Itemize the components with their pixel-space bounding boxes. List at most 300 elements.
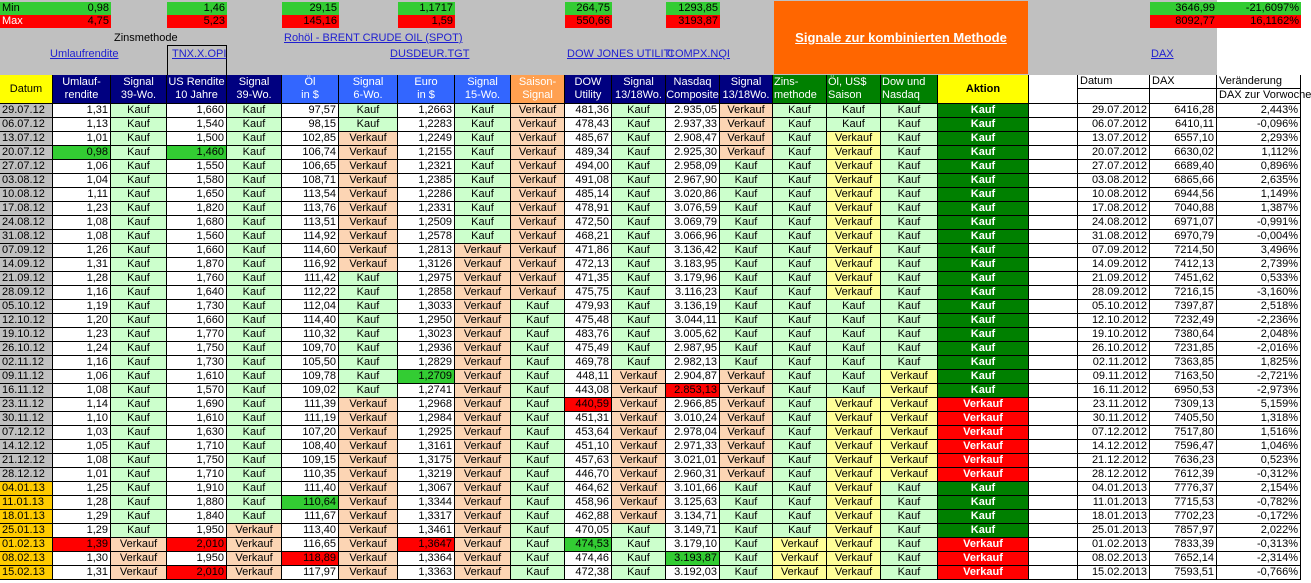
- method-signal-cell: Kauf: [773, 104, 827, 118]
- signal-cell: Verkauf: [511, 104, 565, 118]
- signal-cell: Verkauf: [511, 286, 565, 300]
- value-cell: 481,36: [565, 104, 612, 118]
- dax-change-cell: -2,314%: [1217, 552, 1301, 566]
- signal-cell: Kauf: [612, 174, 666, 188]
- row-date: 26.10.12: [0, 342, 53, 356]
- method-signal-cell: Kauf: [827, 314, 881, 328]
- dax-change-cell: 2,022%: [1217, 524, 1301, 538]
- aktion-cell: Kauf: [938, 244, 1029, 258]
- value-cell: 478,43: [565, 118, 612, 132]
- signal-cell: Kauf: [612, 524, 666, 538]
- value-cell: 1,560: [167, 230, 227, 244]
- signal-cell: Kauf: [227, 496, 282, 510]
- signal-cell: Kauf: [612, 146, 666, 160]
- blank-cell: [1029, 216, 1078, 230]
- signal-cell: Kauf: [339, 314, 398, 328]
- signal-cell: Verkauf: [455, 496, 511, 510]
- value-cell: 1,3364: [398, 552, 455, 566]
- method-signal-cell: Kauf: [773, 132, 827, 146]
- signal-cell: Kauf: [720, 272, 773, 286]
- signal-cell: Kauf: [612, 244, 666, 258]
- value-cell: 1,13: [53, 118, 111, 132]
- row-date: 17.08.12: [0, 202, 53, 216]
- signal-cell: Kauf: [511, 552, 565, 566]
- signal-cell: Verkauf: [339, 524, 398, 538]
- signal-cell: Verkauf: [511, 216, 565, 230]
- method-signal-cell: Verkauf: [827, 426, 881, 440]
- signal-cell: Kauf: [612, 566, 666, 580]
- signal-cell: Kauf: [111, 146, 167, 160]
- method-signal-cell: Kauf: [827, 300, 881, 314]
- value-cell: 3.101,66: [666, 482, 720, 496]
- method-signal-cell: Kauf: [773, 356, 827, 370]
- blank-cell: [1029, 272, 1078, 286]
- dax-change-cell: 1,825%: [1217, 356, 1301, 370]
- header-right-dax: DAX: [1150, 75, 1217, 89]
- dax-value-cell: 7451,62: [1150, 272, 1217, 286]
- signal-cell: Verkauf: [455, 552, 511, 566]
- value-cell: 1,2813: [398, 244, 455, 258]
- dax-date-cell: 21.09.2012: [1078, 272, 1150, 286]
- signal-cell: Kauf: [612, 104, 666, 118]
- method-signal-cell: Kauf: [773, 286, 827, 300]
- value-cell: 453,64: [565, 426, 612, 440]
- signal-cell: Kauf: [111, 426, 167, 440]
- dax-value-cell: 7636,23: [1150, 454, 1217, 468]
- value-cell: 1,2968: [398, 398, 455, 412]
- signal-cell: Kauf: [339, 104, 398, 118]
- value-cell: 1,950: [167, 524, 227, 538]
- blank-cell: [1029, 440, 1078, 454]
- header-right-veraenderung: Veränderung: [1217, 75, 1301, 89]
- dax-date-cell: 13.07.2012: [1078, 132, 1150, 146]
- dax-value-cell: 7612,39: [1150, 468, 1217, 482]
- blank-cell: [1029, 160, 1078, 174]
- value-cell: 109,78: [282, 370, 339, 384]
- value-cell: 2.935,05: [666, 104, 720, 118]
- dax-value-cell: 6410,11: [1150, 118, 1217, 132]
- aktion-cell: Kauf: [938, 342, 1029, 356]
- method-signal-cell: Kauf: [827, 384, 881, 398]
- signal-cell: Verkauf: [511, 272, 565, 286]
- value-cell: 470,05: [565, 524, 612, 538]
- dax-value-cell: 7405,50: [1150, 412, 1217, 426]
- signal-cell: Kauf: [227, 398, 282, 412]
- signal-cell: Kauf: [720, 328, 773, 342]
- value-cell: 1,750: [167, 454, 227, 468]
- aktion-cell: Verkauf: [938, 398, 1029, 412]
- signal-cell: Verkauf: [339, 426, 398, 440]
- value-cell: 1,39: [53, 538, 111, 552]
- dax-change-cell: 0,523%: [1217, 454, 1301, 468]
- dax-date-cell: 01.02.2013: [1078, 538, 1150, 552]
- signal-cell: Verkauf: [511, 174, 565, 188]
- row-date: 24.08.12: [0, 216, 53, 230]
- value-cell: 3.005,62: [666, 328, 720, 342]
- value-cell: 489,34: [565, 146, 612, 160]
- dax-value-cell: 7380,64: [1150, 328, 1217, 342]
- dax-value-cell: 7715,53: [1150, 496, 1217, 510]
- value-cell: 2.958,09: [666, 160, 720, 174]
- signal-cell: Verkauf: [720, 398, 773, 412]
- value-cell: 1,28: [53, 496, 111, 510]
- value-cell: 1,19: [53, 300, 111, 314]
- aktion-cell: Kauf: [938, 146, 1029, 160]
- value-cell: 117,97: [282, 566, 339, 580]
- signal-cell: Kauf: [511, 384, 565, 398]
- header-right-sub: DAX zur Vorwoche: [1217, 89, 1301, 104]
- value-cell: 111,42: [282, 272, 339, 286]
- signal-cell: Kauf: [612, 216, 666, 230]
- method-signal-cell: Verkauf: [827, 230, 881, 244]
- value-cell: 1,2286: [398, 188, 455, 202]
- method-signal-cell: Verkauf: [827, 538, 881, 552]
- dax-value-cell: 6557,10: [1150, 132, 1217, 146]
- value-cell: 1,16: [53, 286, 111, 300]
- row-date: 28.09.12: [0, 286, 53, 300]
- method-signal-cell: Kauf: [773, 174, 827, 188]
- value-cell: 448,11: [565, 370, 612, 384]
- value-cell: 3.116,23: [666, 286, 720, 300]
- aktion-cell: Kauf: [938, 174, 1029, 188]
- signal-cell: Kauf: [227, 188, 282, 202]
- aktion-cell: Kauf: [938, 356, 1029, 370]
- value-cell: 485,14: [565, 188, 612, 202]
- dax-value-cell: 7363,85: [1150, 356, 1217, 370]
- method-signal-cell: Kauf: [827, 104, 881, 118]
- value-cell: 471,86: [565, 244, 612, 258]
- signal-cell: Kauf: [511, 398, 565, 412]
- signal-cell: Verkauf: [339, 412, 398, 426]
- dax-change-cell: 2,635%: [1217, 174, 1301, 188]
- signal-cell: Kauf: [612, 118, 666, 132]
- header-signal-6wo: Signal 6-Wo.: [339, 75, 398, 104]
- row-date: 07.09.12: [0, 244, 53, 258]
- signal-cell: Verkauf: [455, 566, 511, 580]
- dax-value-cell: 7232,49: [1150, 314, 1217, 328]
- value-cell: 1,23: [53, 328, 111, 342]
- blank-cell: [1029, 244, 1078, 258]
- banner-title[interactable]: Signale zur kombinierten Methode: [795, 30, 1007, 45]
- min-umlauf-value: 0,98: [53, 2, 111, 15]
- value-cell: 1,690: [167, 398, 227, 412]
- dax-date-cell: 26.10.2012: [1078, 342, 1150, 356]
- dax-change-cell: 0,533%: [1217, 272, 1301, 286]
- signal-cell: Verkauf: [455, 426, 511, 440]
- header-signal-15wo: Signal 15-Wo.: [455, 75, 511, 104]
- signal-cell: Verkauf: [455, 314, 511, 328]
- signal-cell: Verkauf: [339, 440, 398, 454]
- signal-cell: Kauf: [511, 342, 565, 356]
- value-cell: 1,2741: [398, 384, 455, 398]
- signal-cell: Kauf: [339, 356, 398, 370]
- signal-cell: Kauf: [111, 440, 167, 454]
- signal-cell: Kauf: [111, 244, 167, 258]
- dax-change-cell: 2,048%: [1217, 328, 1301, 342]
- method-signal-cell: Verkauf: [773, 538, 827, 552]
- dax-date-cell: 10.08.2012: [1078, 188, 1150, 202]
- dax-value-cell: 7231,85: [1150, 342, 1217, 356]
- signal-cell: Kauf: [455, 118, 511, 132]
- method-signal-cell: Kauf: [881, 356, 938, 370]
- signal-cell: Kauf: [720, 258, 773, 272]
- row-date: 25.01.13: [0, 524, 53, 538]
- dax-change-cell: 1,112%: [1217, 146, 1301, 160]
- signal-cell: Kauf: [111, 202, 167, 216]
- value-cell: 113,40: [282, 524, 339, 538]
- aktion-cell: Verkauf: [938, 566, 1029, 580]
- tnx-link[interactable]: TNX.X.OPI: [172, 48, 227, 60]
- method-signal-cell: Kauf: [881, 216, 938, 230]
- value-cell: 102,85: [282, 132, 339, 146]
- method-signal-cell: Verkauf: [827, 188, 881, 202]
- aktion-cell: Kauf: [938, 286, 1029, 300]
- method-signal-cell: Verkauf: [881, 426, 938, 440]
- value-cell: 1,730: [167, 300, 227, 314]
- value-cell: 1,20: [53, 314, 111, 328]
- signal-cell: Kauf: [111, 314, 167, 328]
- dax-change-cell: 3,496%: [1217, 244, 1301, 258]
- dax-date-cell: 29.07.2012: [1078, 104, 1150, 118]
- signal-cell: Kauf: [111, 356, 167, 370]
- value-cell: 110,32: [282, 328, 339, 342]
- dax-link[interactable]: DAX: [1151, 48, 1174, 60]
- blank-cell: [1029, 174, 1078, 188]
- min-us-value: 1,46: [167, 2, 227, 15]
- signal-cell: Verkauf: [455, 328, 511, 342]
- dax-date-cell: 31.08.2012: [1078, 230, 1150, 244]
- blank-cell: [1029, 454, 1078, 468]
- value-cell: 1,29: [53, 510, 111, 524]
- method-signal-cell: Verkauf: [827, 510, 881, 524]
- aktion-cell: Verkauf: [938, 440, 1029, 454]
- value-cell: 113,51: [282, 216, 339, 230]
- min-nasdaq-value: 1293,85: [666, 2, 720, 15]
- value-cell: 1,550: [167, 160, 227, 174]
- value-cell: 1,680: [167, 216, 227, 230]
- method-signal-cell: Kauf: [773, 454, 827, 468]
- value-cell: 2,010: [167, 538, 227, 552]
- value-cell: 114,92: [282, 230, 339, 244]
- method-signal-cell: Kauf: [773, 370, 827, 384]
- signal-cell: Verkauf: [455, 510, 511, 524]
- signal-cell: Kauf: [455, 174, 511, 188]
- value-cell: 106,65: [282, 160, 339, 174]
- signal-cell: Kauf: [227, 146, 282, 160]
- method-signal-cell: Verkauf: [827, 496, 881, 510]
- signal-cell: Verkauf: [455, 398, 511, 412]
- value-cell: 3.134,71: [666, 510, 720, 524]
- value-cell: 475,49: [565, 342, 612, 356]
- aktion-cell: Kauf: [938, 370, 1029, 384]
- dax-date-cell: 30.11.2012: [1078, 412, 1150, 426]
- blank-cell: [1029, 356, 1078, 370]
- signal-cell: Kauf: [720, 174, 773, 188]
- method-signal-cell: Verkauf: [827, 552, 881, 566]
- dax-value-cell: 7412,13: [1150, 258, 1217, 272]
- min-oil-value: 29,15: [282, 2, 339, 15]
- dax-date-cell: 20.07.2012: [1078, 146, 1150, 160]
- value-cell: 457,63: [565, 454, 612, 468]
- signal-cell: Verkauf: [339, 454, 398, 468]
- signal-cell: Verkauf: [511, 244, 565, 258]
- signal-cell: Verkauf: [455, 244, 511, 258]
- max-us-value: 5,23: [167, 15, 227, 28]
- method-signal-cell: Kauf: [773, 342, 827, 356]
- signal-cell: Kauf: [339, 370, 398, 384]
- row-date: 13.07.12: [0, 132, 53, 146]
- signal-cell: Kauf: [720, 538, 773, 552]
- value-cell: 1,760: [167, 272, 227, 286]
- signal-cell: Kauf: [227, 314, 282, 328]
- signal-cell: Verkauf: [612, 510, 666, 524]
- method-signal-cell: Kauf: [881, 538, 938, 552]
- method-signal-cell: Kauf: [827, 370, 881, 384]
- value-cell: 1,910: [167, 482, 227, 496]
- value-cell: 472,13: [565, 258, 612, 272]
- signal-cell: Kauf: [511, 440, 565, 454]
- dusdeur-link[interactable]: DUSDEUR.TGT: [390, 48, 470, 60]
- signal-cell: Kauf: [227, 132, 282, 146]
- signal-cell: Kauf: [111, 272, 167, 286]
- signal-cell: Verkauf: [720, 412, 773, 426]
- value-cell: 3.136,42: [666, 244, 720, 258]
- signal-cell: Kauf: [111, 188, 167, 202]
- signal-cell: Kauf: [227, 174, 282, 188]
- method-signal-cell: Kauf: [881, 328, 938, 342]
- value-cell: 3.192,03: [666, 566, 720, 580]
- value-cell: 1,2950: [398, 314, 455, 328]
- signal-cell: Kauf: [455, 188, 511, 202]
- method-signal-cell: Kauf: [881, 244, 938, 258]
- value-cell: 1,08: [53, 454, 111, 468]
- value-cell: 451,10: [565, 440, 612, 454]
- method-signal-cell: Kauf: [773, 510, 827, 524]
- value-cell: 3.020,86: [666, 188, 720, 202]
- dax-change-cell: 2,443%: [1217, 104, 1301, 118]
- value-cell: 2.967,90: [666, 174, 720, 188]
- method-signal-cell: Kauf: [773, 328, 827, 342]
- signal-cell: Verkauf: [612, 468, 666, 482]
- dax-value-cell: 7040,88: [1150, 202, 1217, 216]
- value-cell: 110,35: [282, 468, 339, 482]
- dax-change-cell: 2,293%: [1217, 132, 1301, 146]
- method-signal-cell: Verkauf: [881, 398, 938, 412]
- value-cell: 491,08: [565, 174, 612, 188]
- method-signal-cell: Kauf: [881, 566, 938, 580]
- dax-change-cell: -0,782%: [1217, 496, 1301, 510]
- value-cell: 1,2858: [398, 286, 455, 300]
- value-cell: 1,3126: [398, 258, 455, 272]
- method-signal-cell: Verkauf: [881, 454, 938, 468]
- header-nasdaq: Nasdaq Composite: [666, 75, 720, 104]
- dow-jones-link[interactable]: DOW JONES UTILITI: [567, 48, 674, 60]
- blank-cell: [1029, 342, 1078, 356]
- signal-cell: Kauf: [455, 202, 511, 216]
- umlaufrendite-link[interactable]: Umlaufrendite: [50, 48, 119, 60]
- signal-cell: Kauf: [511, 468, 565, 482]
- value-cell: 458,96: [565, 496, 612, 510]
- value-cell: 1,2321: [398, 160, 455, 174]
- signal-cell: Verkauf: [339, 230, 398, 244]
- method-signal-cell: Kauf: [881, 188, 938, 202]
- value-cell: 1,23: [53, 202, 111, 216]
- value-cell: 1,3219: [398, 468, 455, 482]
- signal-cell: Verkauf: [511, 160, 565, 174]
- aktion-cell: Kauf: [938, 328, 1029, 342]
- signal-cell: Kauf: [612, 552, 666, 566]
- row-date: 16.11.12: [0, 384, 53, 398]
- method-signal-cell: Kauf: [881, 510, 938, 524]
- signal-cell: Kauf: [720, 300, 773, 314]
- method-signal-cell: Verkauf: [827, 216, 881, 230]
- dax-value-cell: 7309,13: [1150, 398, 1217, 412]
- value-cell: 1,660: [167, 104, 227, 118]
- method-signal-cell: Verkauf: [827, 482, 881, 496]
- blank-cell: [1029, 370, 1078, 384]
- max-dow-value: 550,66: [565, 15, 612, 28]
- value-cell: 1,2509: [398, 216, 455, 230]
- aktion-cell: Kauf: [938, 216, 1029, 230]
- compx-link[interactable]: COMPX.NQI: [667, 48, 730, 60]
- value-cell: 1,950: [167, 552, 227, 566]
- dax-date-cell: 28.12.2012: [1078, 468, 1150, 482]
- value-cell: 114,40: [282, 314, 339, 328]
- header-dow-nasdaq: Dow und Nasdaq: [881, 75, 938, 104]
- value-cell: 1,25: [53, 482, 111, 496]
- dax-value-cell: 6970,79: [1150, 230, 1217, 244]
- signal-cell: Kauf: [720, 202, 773, 216]
- signal-cell: Kauf: [111, 482, 167, 496]
- aktion-cell: Verkauf: [938, 412, 1029, 426]
- value-cell: 109,02: [282, 384, 339, 398]
- blank-cell: [1029, 132, 1078, 146]
- dax-date-cell: 23.11.2012: [1078, 398, 1150, 412]
- signal-cell: Verkauf: [720, 146, 773, 160]
- signal-cell: Verkauf: [339, 216, 398, 230]
- signal-cell: Verkauf: [455, 454, 511, 468]
- value-cell: 1,3363: [398, 566, 455, 580]
- signal-cell: Verkauf: [511, 132, 565, 146]
- signal-cell: Kauf: [111, 468, 167, 482]
- value-cell: 443,08: [565, 384, 612, 398]
- value-cell: 446,70: [565, 468, 612, 482]
- signal-cell: Kauf: [339, 342, 398, 356]
- value-cell: 451,31: [565, 412, 612, 426]
- row-date: 19.10.12: [0, 328, 53, 342]
- aktion-cell: Kauf: [938, 230, 1029, 244]
- oil-title-link[interactable]: Rohöl - BRENT CRUDE OIL (SPOT): [284, 32, 463, 44]
- dax-value-cell: 7857,97: [1150, 524, 1217, 538]
- method-signal-cell: Verkauf: [827, 566, 881, 580]
- value-cell: 113,76: [282, 202, 339, 216]
- signal-cell: Kauf: [720, 482, 773, 496]
- row-date: 30.11.12: [0, 412, 53, 426]
- method-signal-cell: Verkauf: [827, 244, 881, 258]
- value-cell: 1,2155: [398, 146, 455, 160]
- signal-cell: Kauf: [612, 286, 666, 300]
- method-signal-cell: Kauf: [881, 104, 938, 118]
- signal-cell: Verkauf: [339, 496, 398, 510]
- value-cell: 1,570: [167, 384, 227, 398]
- row-date: 21.09.12: [0, 272, 53, 286]
- value-cell: 2.925,30: [666, 146, 720, 160]
- header-aktion: Aktion: [938, 75, 1029, 104]
- method-signal-cell: Verkauf: [827, 160, 881, 174]
- dax-value-cell: 7833,39: [1150, 538, 1217, 552]
- value-cell: 2.966,85: [666, 398, 720, 412]
- dax-value-cell: 7163,50: [1150, 370, 1217, 384]
